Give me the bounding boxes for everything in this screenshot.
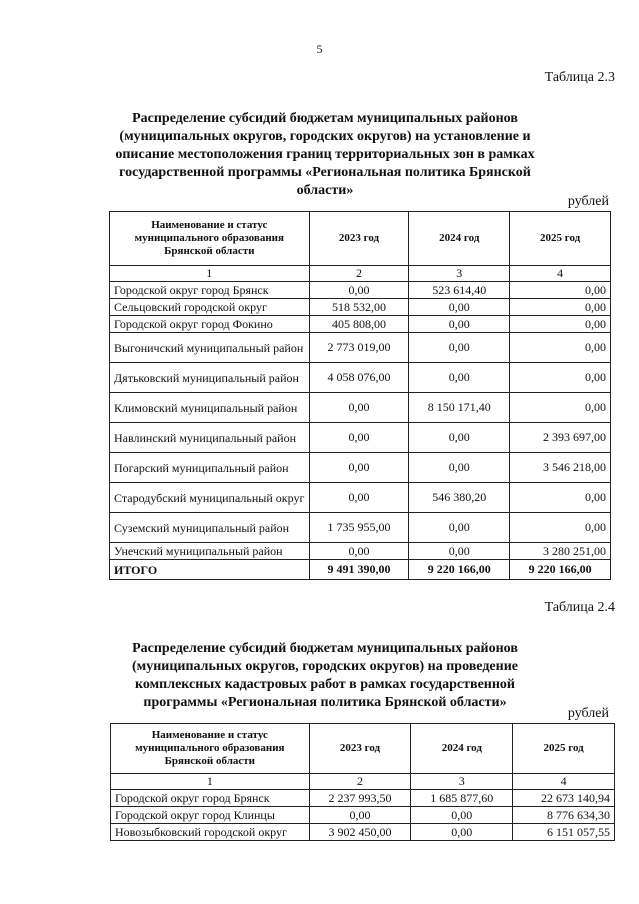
row-value-cell: 8 776 634,30 — [513, 807, 615, 824]
table1-unit: рублей — [567, 194, 609, 209]
row-value-cell: 0,00 — [309, 543, 409, 560]
row-value-cell: 0,00 — [409, 316, 510, 333]
row-value-cell: 405 808,00 — [309, 316, 409, 333]
row-value-cell: 3 280 251,00 — [510, 543, 611, 560]
table1-index-cell: 2 — [309, 266, 409, 282]
table1-header-2024: 2024 год — [409, 212, 510, 266]
row-value-cell: 0,00 — [409, 453, 510, 483]
row-value-cell: 0,00 — [510, 282, 611, 299]
row-value-cell: 0,00 — [510, 393, 611, 423]
row-value-cell: 0,00 — [409, 299, 510, 316]
table1-label: Таблица 2.3 — [544, 70, 615, 85]
table-row — [110, 282, 611, 299]
row-value-cell: 0,00 — [411, 824, 513, 841]
page-number: 5 — [316, 42, 323, 56]
table2-index-cell: 1 — [111, 774, 310, 790]
table2-header-name: Наименование и статус муниципального образования Брянской области — [111, 724, 310, 774]
row-value-cell: 546 380,20 — [409, 483, 510, 513]
row-value-cell: 0,00 — [309, 282, 409, 299]
table-row — [110, 316, 611, 333]
table1-header-2023: 2023 год — [309, 212, 409, 266]
row-value-cell: 0,00 — [510, 316, 611, 333]
table1-index-cell: 3 — [409, 266, 510, 282]
table-row — [110, 453, 611, 483]
table-row — [111, 790, 615, 807]
table-row — [110, 333, 611, 363]
table-row — [110, 513, 611, 543]
row-value-cell: 0,00 — [409, 363, 510, 393]
table2-header-2025: 2025 год — [513, 724, 615, 774]
table2-index-cell: 3 — [411, 774, 513, 790]
row-name-cell: Городской округ город Фокино — [110, 316, 310, 333]
row-value-cell: 0,00 — [411, 807, 513, 824]
row-name-cell: Суземский муниципальный район — [110, 513, 310, 543]
row-value-cell: 518 532,00 — [309, 299, 409, 316]
row-value-cell: 0,00 — [510, 483, 611, 513]
table2-index-cell: 4 — [513, 774, 615, 790]
table2-header-2023: 2023 год — [309, 724, 411, 774]
table-row — [110, 543, 611, 560]
row-value-cell: 0,00 — [409, 423, 510, 453]
table1-title: Распределение субсидий бюджетам муниципальных районов (муниципальных округов, городских округов) на установление и описание местоположения границ территориальных зон в рамках государственной программы «Региональная политика Брянской области» — [115, 111, 535, 198]
table-row — [110, 363, 611, 393]
table1-index-cell: 1 — [110, 266, 310, 282]
table2-index-cell: 2 — [309, 774, 411, 790]
row-name-cell: Выгоничский муниципальный район — [110, 333, 310, 363]
table1-total-row — [110, 560, 611, 580]
row-value-cell: 0,00 — [510, 363, 611, 393]
row-name-cell: Климовский муниципальный район — [110, 393, 310, 423]
table1-header-2025: 2025 год — [510, 212, 611, 266]
table1-index-row — [110, 266, 611, 282]
row-value-cell: 0,00 — [510, 333, 611, 363]
table1-total-2025: 9 220 166,00 — [510, 560, 611, 580]
row-value-cell: 0,00 — [510, 299, 611, 316]
row-value-cell: 0,00 — [409, 333, 510, 363]
table-row — [111, 807, 615, 824]
row-name-cell: Дятьковский муниципальный район — [110, 363, 310, 393]
table1-header-name: Наименование и статус муниципального образования Брянской области — [110, 212, 310, 266]
row-name-cell: Навлинский муниципальный район — [110, 423, 310, 453]
table-row — [110, 393, 611, 423]
table2-label: Таблица 2.4 — [544, 600, 615, 615]
row-value-cell: 0,00 — [309, 483, 409, 513]
table-row — [110, 423, 611, 453]
row-name-cell: Сельцовский городской округ — [110, 299, 310, 316]
row-value-cell: 0,00 — [309, 453, 409, 483]
row-value-cell: 6 151 057,55 — [513, 824, 615, 841]
table2-title: Распределение субсидий бюджетам муниципальных районов (муниципальных округов, городских округов) на проведение комплексных кадастровых работ в рамках государственной программы «Региональная политика Брянской области» — [132, 641, 518, 710]
row-value-cell: 22 673 140,94 — [513, 790, 615, 807]
row-value-cell: 2 237 993,50 — [309, 790, 411, 807]
row-value-cell: 0,00 — [409, 543, 510, 560]
row-value-cell: 8 150 171,40 — [409, 393, 510, 423]
row-name-cell: Городской округ город Брянск — [110, 282, 310, 299]
table1-total-label: ИТОГО — [110, 560, 310, 580]
row-name-cell: Стародубский муниципальный округ — [110, 483, 310, 513]
table2-unit: рублей — [567, 706, 609, 721]
row-value-cell: 0,00 — [409, 513, 510, 543]
row-value-cell: 0,00 — [510, 513, 611, 543]
row-value-cell: 2 393 697,00 — [510, 423, 611, 453]
row-value-cell: 3 546 218,00 — [510, 453, 611, 483]
row-value-cell: 1 685 877,60 — [411, 790, 513, 807]
row-value-cell: 0,00 — [309, 807, 411, 824]
table1 — [109, 211, 611, 580]
row-value-cell: 3 902 450,00 — [309, 824, 411, 841]
table1-index-cell: 4 — [510, 266, 611, 282]
table2-header-2024: 2024 год — [411, 724, 513, 774]
row-name-cell: Унечский муниципальный район — [110, 543, 310, 560]
table2 — [110, 723, 615, 841]
table2-index-row — [111, 774, 615, 790]
row-name-cell: Городской округ город Клинцы — [111, 807, 310, 824]
row-value-cell: 1 735 955,00 — [309, 513, 409, 543]
table1-total-2024: 9 220 166,00 — [409, 560, 510, 580]
row-value-cell: 523 614,40 — [409, 282, 510, 299]
row-value-cell: 4 058 076,00 — [309, 363, 409, 393]
table2-header-row — [111, 724, 615, 774]
table1-total-2023: 9 491 390,00 — [309, 560, 409, 580]
row-value-cell: 2 773 019,00 — [309, 333, 409, 363]
row-name-cell: Погарский муниципальный район — [110, 453, 310, 483]
row-name-cell: Новозыбковский городской округ — [111, 824, 310, 841]
row-value-cell: 0,00 — [309, 423, 409, 453]
table-row — [111, 824, 615, 841]
table-row — [110, 299, 611, 316]
row-value-cell: 0,00 — [309, 393, 409, 423]
table-row — [110, 483, 611, 513]
table1-header-row — [110, 212, 611, 266]
row-name-cell: Городской округ город Брянск — [111, 790, 310, 807]
